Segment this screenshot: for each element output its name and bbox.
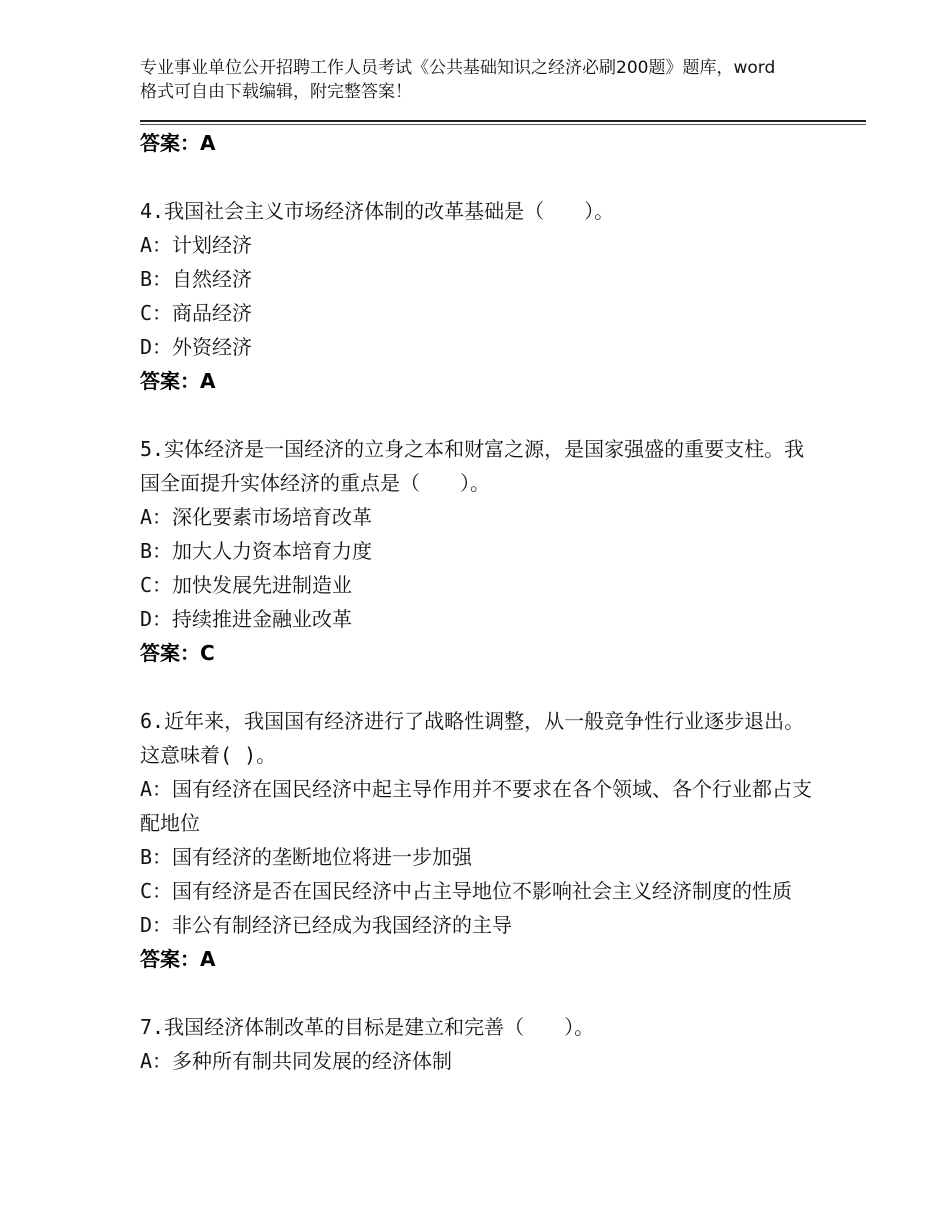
question-6 [140, 704, 820, 976]
option-a: A：多种所有制共同发展的经济体制 [140, 1049, 453, 1073]
option-d: D：外资经济 [140, 335, 253, 359]
option-b: B：国有经济的垄断地位将进一步加强 [140, 845, 473, 869]
header-rule-thick [140, 120, 866, 122]
answer-label: 答案：C [140, 641, 215, 665]
option-a: A：计划经济 [140, 233, 253, 257]
question-stem: 7.我国经济体制改革的目标是建立和完善（ ）。 [140, 1015, 595, 1039]
answer-label: 答案：A [140, 369, 216, 393]
option-c: C：商品经济 [140, 301, 253, 325]
question-stem: 6.近年来，我国国有经济进行了战略性调整，从一般竞争性行业逐步退出。这意味着( )。 [140, 709, 805, 767]
question-stem: 5.实体经济是一国经济的立身之本和财富之源，是国家强盛的重要支柱。我国全面提升实体经济的重点是（ ）。 [140, 437, 805, 495]
question-7 [140, 1010, 820, 1078]
answer-label: 答案：A [140, 131, 216, 155]
question-list [140, 126, 820, 1078]
question-5 [140, 432, 820, 670]
document-header: 专业事业单位公开招聘工作人员考试《公共基础知识之经济必刷200题》题库，word格式可自由下载编辑，附完整答案！ [140, 58, 776, 102]
option-a: A：国有经济在国民经济中起主导作用并不要求在各个领域、各个行业都占支配地位 [140, 777, 813, 835]
option-b: B：自然经济 [140, 267, 253, 291]
option-d: D：持续推进金融业改革 [140, 607, 353, 631]
header-rule-thin [140, 124, 866, 125]
option-a: A：深化要素市场培育改革 [140, 505, 373, 529]
option-d: D：非公有制经济已经成为我国经济的主导 [140, 913, 513, 937]
question-4 [140, 194, 820, 398]
answer-label: 答案：A [140, 947, 216, 971]
option-b: B：加大人力资本培育力度 [140, 539, 373, 563]
question-stem: 4.我国社会主义市场经济体制的改革基础是（ ）。 [140, 199, 615, 223]
option-c: C：加快发展先进制造业 [140, 573, 353, 597]
option-c: C：国有经济是否在国民经济中占主导地位不影响社会主义经济制度的性质 [140, 879, 793, 903]
